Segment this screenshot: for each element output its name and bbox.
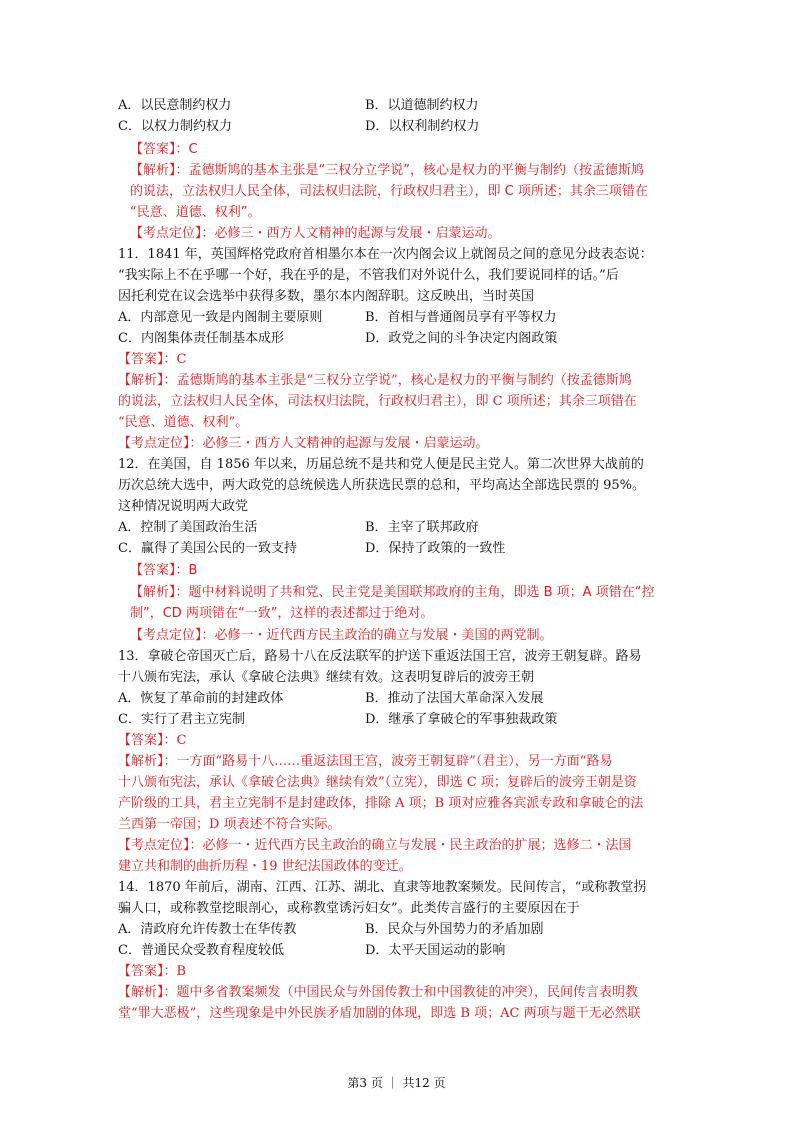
q13-analysis-line-3: 产阶级的工具，君主立宪制不是封建政体，排除 A 项；B 项对应雅各宾派专政和拿破仑的法	[118, 796, 644, 811]
q14-stem-line-2: 骗人口，或称教堂挖眼剖心，或称教堂诱污妇女”。此类传言盛行的主要原因在于	[118, 901, 580, 916]
q10-point: 【考点定位】：必修三・西方人文精神的起源与发展・启蒙运动。	[130, 226, 501, 241]
q11-answer: 【答案】：C	[118, 352, 187, 367]
q13-option-a: A．恢复了革命前的封建政体	[118, 691, 284, 706]
q11-option-b: B．首相与普通阁员享有平等权力	[365, 310, 557, 325]
q11-analysis-line-1: 【解析】：孟德斯鸠的基本主张是“三权分立学说”，核心是权力的平衡与制约（按孟德斯鸠	[118, 373, 632, 388]
q12-analysis-line-2: 制”，CD 两项错在“一致”，这样的表述都过于绝对。	[130, 606, 434, 621]
q12-answer: 【答案】：B	[130, 563, 198, 578]
q10-analysis-line-2: 的说法，立法权归人民全体，司法权归法院，行政权归君主），即 C 项所述；其余三项错在	[130, 184, 648, 199]
q10-analysis-line-1: 【解析】：孟德斯鸠的基本主张是“三权分立学说”，核心是权力的平衡与制约（按孟德斯鸠	[130, 163, 644, 178]
q14-answer: 【答案】：B	[118, 964, 187, 979]
q13-stem-line-1: 13．拿破仑帝国灭亡后，路易十八在反法联军的护送下重返法国王宫，波旁王朝复辟。路易	[118, 649, 642, 664]
q14-option-d: D．太平天国运动的影响	[365, 943, 506, 958]
q12-stem-line-3: 这种情况说明两大政党	[118, 499, 249, 514]
q13-point-line-2: 建立共和制的曲折历程・19 世纪法国政体的变迁。	[118, 859, 412, 874]
q11-analysis-line-2: 的说法，立法权归人民全体，司法权归法院，行政权归君主），即 C 项所述；其余三项错在	[118, 394, 637, 409]
q10-option-a: A．以民意制约权力	[118, 98, 232, 113]
page-footer: 第3 页 ｜ 共12 页	[347, 1076, 446, 1090]
q12-stem-line-2: 历次总统大选中，两大政党的总统候选人所获选民票的总和，平均高达全部选民票的 95%。	[118, 478, 646, 493]
q14-option-a: A．清政府允许传教士在华传教	[118, 922, 297, 937]
q13-answer: 【答案】：C	[118, 733, 187, 748]
q12-option-d: D．保持了政策的一致性	[365, 541, 506, 556]
q11-option-d: D．政党之间的斗争决定内阁政策	[365, 331, 558, 346]
q10-answer: 【答案】：C	[130, 142, 198, 157]
q14-stem-line-1: 14．1870 年前后，湖南、江西、江苏、湖北、直隶等地教案频发。民间传言，“或称教堂拐	[118, 880, 647, 895]
q13-option-d: D．继承了拿破仑的军事独裁政策	[365, 712, 558, 727]
q13-option-c: C．实行了君主立宪制	[118, 712, 245, 727]
q10-option-b: B．以道德制约权力	[365, 98, 479, 113]
q10-analysis-line-3: “民意、道德、权利”。	[130, 205, 261, 220]
q11-point: 【考点定位】：必修三・西方人文精神的起源与发展・启蒙运动。	[118, 436, 489, 451]
q11-stem-line-2: “我实际上不在乎哪一个好，我在乎的是，不管我们对外说什么，我们要说同样的话。”后	[118, 268, 619, 283]
q11-option-c: C．内阁集体责任制基本成形	[118, 331, 284, 346]
q12-point: 【考点定位】：必修一・近代西方民主政治的确立与发展・美国的两党制。	[130, 628, 553, 643]
q14-analysis-line-2: 堂“罪大恶极”，这些现象是中外民族矛盾加剧的体现，即选 B 项；AC 两项与题干无必然联	[118, 1006, 641, 1021]
q12-analysis-line-1: 【解析】：题中材料说明了共和党、民主党是美国联邦政府的主角，即选 B 项；A 项错在“控	[130, 585, 655, 600]
q13-option-b: B．推动了法国大革命深入发展	[365, 691, 544, 706]
q11-analysis-line-3: “民意、道德、权利”。	[118, 415, 249, 430]
q13-stem-line-2: 十八颁布宪法，承认《拿破仑法典》继续有效。这表明复辟后的波旁王朝	[118, 670, 535, 685]
q11-stem-line-1: 11．1841 年，英国辉格党政府首相墨尔本在一次内阁会议上就阁员之间的意见分歧表态说：	[118, 247, 653, 262]
q12-option-b: B．主宰了联邦政府	[365, 520, 479, 535]
q12-stem-line-1: 12．在美国，自 1856 年以来，历届总统不是共和党人便是民主党人。第二次世界大战前的	[118, 457, 644, 472]
q14-option-b: B．民众与外国势力的矛盾加剧	[365, 922, 544, 937]
q13-analysis-line-2: 十八颁布宪法，承认《拿破仑法典》继续有效”（立宪），即选 C 项；复辟后的波旁王朝是资	[118, 775, 637, 790]
q13-analysis-line-4: 兰西第一帝国；D 项表述不符合实际。	[118, 817, 341, 832]
q11-option-a: A．内部意见一致是内阁制主要原则	[118, 310, 323, 325]
q11-stem-line-3: 因托利党在议会选举中获得多数，墨尔本内阁辞职。这反映出，当时英国	[118, 289, 535, 304]
q12-option-a: A．控制了美国政治生活	[118, 520, 258, 535]
q14-analysis-line-1: 【解析】：题中多省教案频发（中国民众与外国传教士和中国教徒的冲突），民间传言表明教	[118, 985, 639, 1000]
q10-option-c: C．以权力制约权力	[118, 119, 232, 134]
q12-option-c: C．赢得了美国公民的一致支持	[118, 541, 297, 556]
q13-point-line-1: 【考点定位】：必修一・近代西方民主政治的确立与发展・民主政治的扩展；选修二・法国	[118, 838, 632, 853]
q10-option-d: D．以权利制约权力	[365, 119, 480, 134]
q13-analysis-line-1: 【解析】：一方面“路易十八……重返法国王宫，波旁王朝复辟”（君主），另一方面“路易	[118, 754, 613, 769]
q14-option-c: C．普通民众受教育程度较低	[118, 943, 284, 958]
